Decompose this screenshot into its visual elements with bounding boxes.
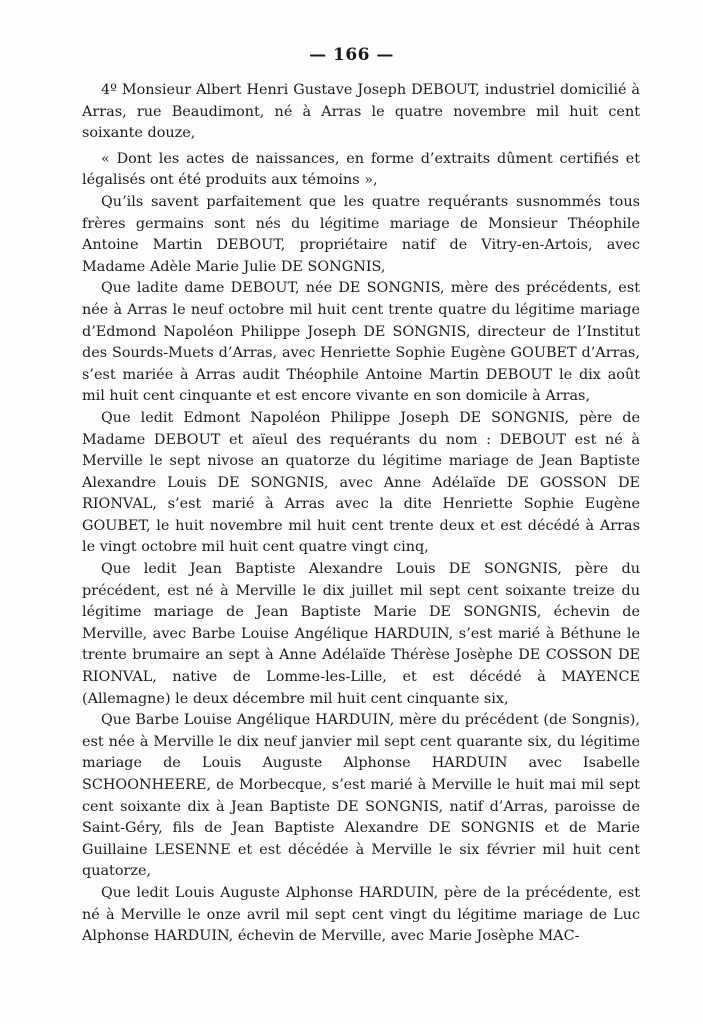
paragraph-8: Que ledit Louis Auguste Alphonse HARDUIN, père de la précédente, est né à Merville le onze avril mil sept cent vingt du légitime mariage de Luc Alphonse HARDUIN, échevin de Merville, avec Marie Josèphe MAC- bbox=[82, 884, 640, 945]
paragraph-5: Que ledit Edmont Napoléon Philippe Joseph DE SONGNIS, père de Madame DEBOUT et aïeul des requérants du nom : DEBOUT est né à Merville le sept nivose an quatorze du légitime mariage de Jean Baptiste Alexandre Louis DE SONGNIS, avec Anne Adélaïde DE GOSSON DE RIONVAL, s’est marié à Arras avec la dite Henriette Sophie Eugène GOUBET, le huit novembre mil huit cent trente deux et est décédé à Arras le vingt octobre mil huit cent quatre vingt cinq, bbox=[82, 409, 640, 556]
paragraph-1: 4º Monsieur Albert Henri Gustave Joseph DEBOUT, industriel domicilié à Arras, rue Beaudimont, né à Arras le quatre novembre mil huit cent soixante douze, bbox=[82, 82, 640, 142]
paragraph-6: Que ledit Jean Baptiste Alexandre Louis DE SONGNIS, père du précédent, est né à Merville le dix juillet mil sept cent soixante treize du légitime mariage de Jean Baptiste Marie DE SONGNIS, échevin de Merville, avec Barbe Louise Angélique HARDUIN, s’est marié à Béthune le trente brumaire an sept à Anne Adélaïde Thérèse Josèphe DE COSSON DE RIONVAL, native de Lomme-les-Lille, et est décédé à MAYENCE (Allemagne) le deux décembre mil huit cent cinquante six, bbox=[82, 561, 640, 707]
page-number: — 166 — bbox=[309, 45, 394, 65]
paragraph-2: « Dont les actes de naissances, en forme d’extraits dûment certifiés et légalisés ont été produits aux témoins », bbox=[82, 150, 640, 189]
paragraph-3: Qu’ils savent parfaitement que les quatre requérants susnommés tous frères germains sont nés du légitime mariage de Monsieur Théophile Antoine Martin DEBOUT, propriétaire natif de Vitry-en-Artois, avec Madame Adèle Marie Julie DE SONGNIS, bbox=[82, 193, 640, 275]
body-text bbox=[82, 80, 640, 948]
paragraph-4: Que ladite dame DEBOUT, née DE SONGNIS, mère des précédents, est née à Arras le neuf octobre mil huit cent trente quatre du légitime mariage d’Edmond Napoléon Philippe Joseph DE SONGNIS, directeur de l’Institut des Sourds-Muets d’Arras, avec Henriette Sophie Eugène GOUBET d’Arras, s’est mariée à Arras audit Théophile Antoine Martin DEBOUT le dix août mil huit cent cinquante et est encore vivante en son domicile à Arras, bbox=[82, 280, 640, 405]
paragraph-7: Que Barbe Louise Angélique HARDUIN, mère du précédent (de Songnis), est née à Merville le dix neuf janvier mil sept cent quarante six, du légitime mariage de Louis Auguste Alphonse HARDUIN avec Isabelle SCHOONHEERE, de Morbecque, s’est marié à Merville le huit mai mil sept cent soixante dix à Jean Baptiste DE SONGNIS, natif d’Arras, paroisse de Saint-Géry, fils de Jean Baptiste Alexandre DE SONGNIS et de Marie Guillaine LESENNE et est décédée à Merville le six février mil huit cent quatorze, bbox=[82, 712, 640, 880]
